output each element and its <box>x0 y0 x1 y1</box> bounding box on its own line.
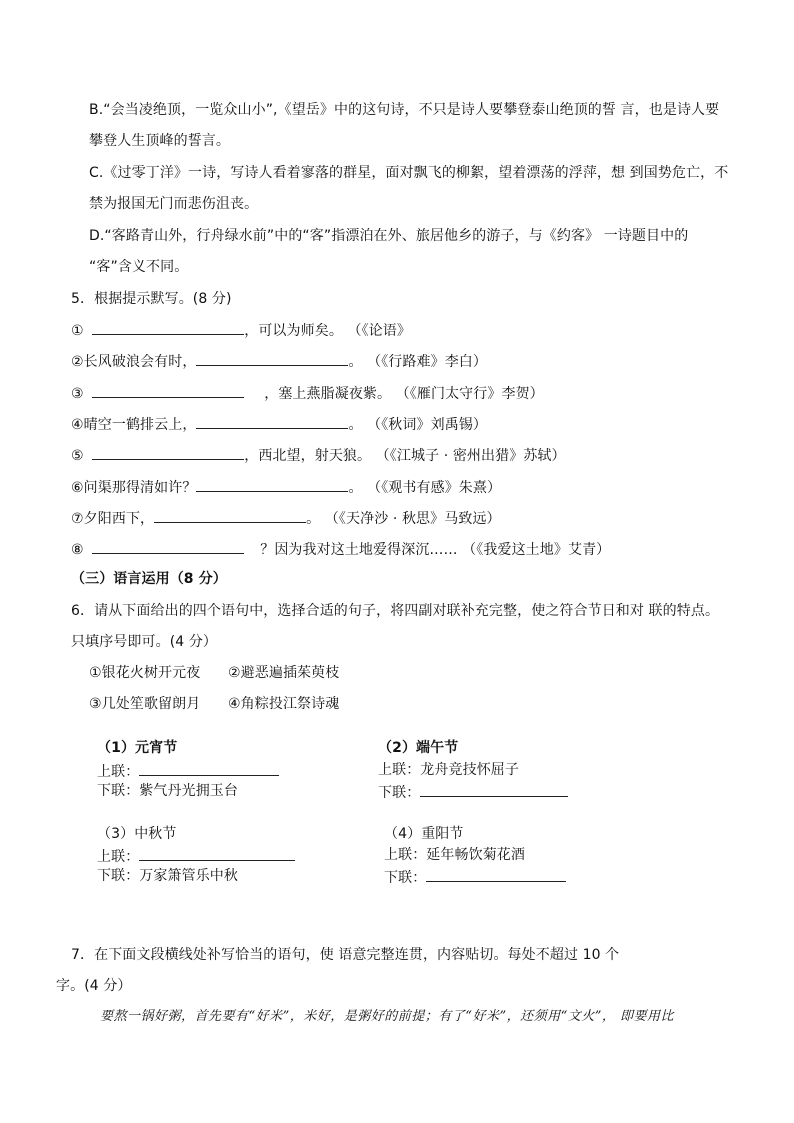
q5-line-7-text: 。 （《天净沙 · 秋思》马致远） <box>306 511 501 527</box>
q5-line-1 <box>71 320 411 340</box>
q6-line-1: 6．请从下面给出的四个语句中，选择合适的句子，将四副对联补充完整，使之符合节日和对 联的特点。 <box>71 603 720 619</box>
q4-option-b-line2: 攀登人生顶峰的誓言。 <box>89 133 230 149</box>
q5-title: 5．根据提示默写。(8 分) <box>71 291 232 307</box>
q5-line-8-text: ？因为我对这土地爱得深沉…… （《我爱这土地》艾青） <box>260 542 611 558</box>
couplet-4-lower <box>384 867 566 887</box>
couplet-3-upper-blank[interactable] <box>139 846 295 861</box>
q6-option-2: ②避恶遍插茱萸枝 <box>228 665 340 681</box>
couplet-2-lower-label: 下联： <box>378 785 421 801</box>
q5-line-5-num: ⑤ <box>71 448 84 464</box>
q5-blank-6[interactable] <box>196 477 348 492</box>
q5-line-6-before: ⑥问渠那得清如许？ <box>71 480 197 496</box>
q5-line-2 <box>71 351 487 371</box>
couplet-2-lower-blank[interactable] <box>420 782 568 797</box>
q5-line-3 <box>71 383 544 403</box>
q6-line-2: 只填序号即可。(4 分） <box>71 634 218 650</box>
q5-line-4-text: 。 （《秋词》刘禹锡） <box>348 417 488 433</box>
q7-line-1: 7．在下面文段横线处补写恰当的语句，使 语意完整连贯，内容贴切。每处不超过 10 个 <box>71 947 620 963</box>
q5-line-6-text: 。 （《观书有感》朱熹） <box>348 480 502 496</box>
q4-option-c-line2: 禁为报国无门而悲伤沮丧。 <box>89 196 259 212</box>
q5-line-1-text: ，可以为师矣。 （《论语》 <box>244 323 411 339</box>
q5-line-8 <box>71 539 610 559</box>
couplet-1-title: （1）元宵节 <box>97 740 178 756</box>
q5-blank-8[interactable] <box>92 539 244 554</box>
q5-line-3-text: ，塞上燕脂凝夜紫。 （《雁门太守行》李贺） <box>264 386 544 402</box>
q5-blank-1[interactable] <box>92 320 244 335</box>
q5-line-1-num: ① <box>71 323 84 339</box>
couplet-4-lower-label: 下联： <box>384 870 427 886</box>
couplet-4-title: （4）重阳节 <box>384 826 464 842</box>
couplet-4-lower-blank[interactable] <box>426 867 566 882</box>
q5-line-2-before: ②长风破浪会有时， <box>71 354 197 370</box>
q5-blank-2[interactable] <box>196 351 348 366</box>
couplet-1-lower: 下联：紫气丹光拥玉台 <box>97 783 238 799</box>
couplet-4-upper: 上联：延年畅饮菊花酒 <box>384 847 525 863</box>
couplet-3-upper-label: 上联： <box>97 849 140 865</box>
q5-blank-3[interactable] <box>92 383 244 398</box>
q5-blank-4[interactable] <box>196 414 348 429</box>
q4-option-b-line1: B.“会当凌绝顶，一览众山小”,《望岳》中的这句诗，不只是诗人要攀登泰山绝顶的誓 言，也是诗人要 <box>89 102 720 118</box>
q5-line-3-num: ③ <box>71 386 84 402</box>
q4-option-c-line1: C.《过零丁洋》一诗，写诗人看着寥落的群星，面对飘飞的柳絮，望着漂荡的浮萍，想 到国势危亡，不 <box>89 165 729 181</box>
q4-option-d-line1: D.“客路青山外，行舟绿水前”中的“客”指漂泊在外、旅居他乡的游子，与《约客》 一诗题目中的 <box>89 228 689 244</box>
q7-line-2: 字。(4 分） <box>56 978 132 994</box>
q5-blank-5[interactable] <box>92 445 244 460</box>
couplet-3-lower: 下联：万家箫管乐中秋 <box>97 868 238 884</box>
q5-line-6 <box>71 477 501 497</box>
q6-option-4: ④角粽投江祭诗魂 <box>228 696 340 712</box>
q5-line-5-text: ，西北望，射天狼。 （《江城子 · 密州出猎》苏轼） <box>244 448 566 464</box>
q5-line-5 <box>71 445 566 465</box>
q5-line-8-num: ⑧ <box>71 542 84 558</box>
q5-line-4-before: ④晴空一鹤排云上， <box>71 417 197 433</box>
couplet-1-upper-label: 上联： <box>97 764 140 780</box>
q5-line-2-text: 。 （《行路难》李白） <box>348 354 488 370</box>
q5-line-4 <box>71 414 487 434</box>
couplet-2-lower <box>378 782 568 802</box>
q5-line-7 <box>71 508 501 528</box>
couplet-2-title: （2）端午节 <box>378 740 459 756</box>
section-3-title: （三）语言运用（8 分） <box>71 571 227 587</box>
q5-line-7-before: ⑦夕阳西下， <box>71 511 155 527</box>
q4-option-d-line2: “客”含义不同。 <box>89 259 189 275</box>
q7-passage: 要熬一锅好粥，首先要有“好米”，米好，是粥好的前提；有了“好米”，还须用“文火”， 即要用比 <box>100 1009 675 1024</box>
couplet-3-title: （3）中秋节 <box>97 826 177 842</box>
q5-blank-7[interactable] <box>154 508 306 523</box>
q6-option-3: ③几处笙歌留朗月 <box>89 696 201 712</box>
couplet-1-upper <box>97 761 279 781</box>
q6-option-1: ①银花火树开元夜 <box>89 665 201 681</box>
couplet-1-upper-blank[interactable] <box>139 761 279 776</box>
couplet-3-upper <box>97 846 295 866</box>
couplet-2-upper: 上联：龙舟竞技怀屈子 <box>378 762 519 778</box>
